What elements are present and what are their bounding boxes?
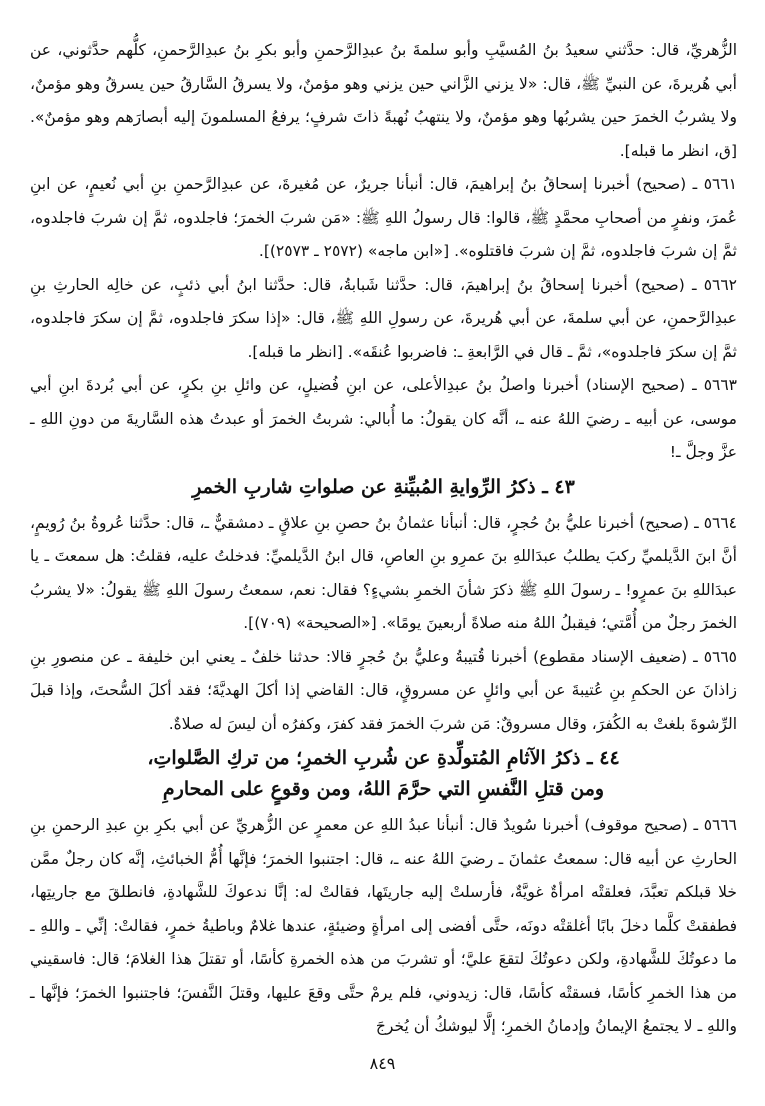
hadith-paragraph: الزُّهريِّ، قال: حدَّثني سعيدُ بنُ المُسيَّبِ وأبو سلمةَ بنُ عبدِالرَّحمنِ وأبو بكرِ بنُ عبدِالرَّحمنِ، كلُّهم حدَّثوني، عن أبي هُريرةَ، عن النبيِّ ﷺ، قال: «لا يزني الزَّاني حين يزني وهو مؤمنٌ، ولا يسرقُ السَّارقُ حين يسرقُ وهو مؤمنٌ، ولا يشربُ الخمرَ حين يشربُها وهو مؤمنٌ، ولا ينتهبُ نُهبةً ذاتَ شرفٍ؛ يرفعُ المسلمونَ إليه أبصارَهم وهو مؤمنٌ». [ق، انظر ما قبله]. — [30, 41, 737, 160]
hadith-paragraph: ٥٦٦٦ ـ (صحيح موقوف) أخبرنا سُويدٌ قال: أنبأنا عبدُ اللهِ عن معمرٍ عن الزُّهريِّ عن أبي بكرِ بنِ عبدِ الرحمنِ بنِ الحارثِ عن أبيه قال: سمعتُ عثمانَ ـ رضيَ اللهُ عنه ـ، قال: اجتنبوا الخمرَ؛ فإنَّها أُمُّ الخبائثِ، إنَّه كان رجلٌ ممَّن خلا قبلكم تعبَّدَ، فعلقتْه امرأةٌ غويَّةٌ، فأرسلتْ إليه جاريتَها، فقالتْ له: إنَّا ندعوكَ للشَّهادةِ، فانطلقَ مع جاريتِها، فطفقتْ كلَّما دخلَ بابًا أغلقتْه دونَه، حتَّى أفضى إلى امرأةٍ وضيئةٍ، عندها غلامٌ وباطيةُ خمرٍ، فقالتْ: إنِّي ـ واللهِ ـ ما دعوتُكَ للشَّهادةِ، ولكن دعوتُكَ لتقعَ عليَّ؛ أو تشربَ من هذه الخمرةِ كأسًا، أو تقتلَ هذا الغلامَ؛ قال: فاسقيني من هذا الخمرِ كأسًا، فسقتْه كأسًا، قال: زيدوني، فلم يرمْ حتَّى وقعَ عليها، وقتلَ النَّفسَ؛ فاجتنبوا الخمرَ؛ فإنَّها ـ واللهِ ـ لا يجتمعُ الإيمانُ وإدمانُ الخمرِ؛ إلَّا ليوشكُ أن يُخرجَ — [30, 816, 737, 1035]
page-number: ٨٤٩ — [369, 1054, 396, 1073]
hadith-paragraph: ٥٦٦٥ ـ (ضعيف الإسناد مقطوع) أخبرنا قُتيبةُ وعليُّ بنُ حُجرٍ قالا: حدثنا خلفٌ ـ يعني ابن خليفة ـ عن منصورِ بنِ زاذانَ عن الحكمِ بنِ عُتيبةَ عن أبي وائلٍ عن مسروقٍ، قال: القاضي إذا أكلَ الهديَّةَ؛ فقد أكلَ السُّحتَ، وإذا قبلَ الرِّشوةَ بلغتْ به الكُفرَ، وقال مسروقٌ: مَن شربَ الخمرَ فقد كفرَ، وكفرُه أن ليسَ له صلاةٌ. — [30, 647, 737, 733]
hadith-paragraph: ٥٦٦٣ ـ (صحيح الإسناد) أخبرنا واصلُ بنُ عبدِالأعلى، عن ابنِ فُضيلٍ، عن وائلِ بنِ بكرٍ، عن أبي بُردةَ ابنِ أبي موسى، عن أبيه ـ رضيَ اللهُ عنه ـ، أنَّه كان يقولُ: ما أُبالي: شربتُ الخمرَ أو عبدتُ هذه السَّاريةَ من دونِ اللهِ ـ عزَّ وجلَّ ـ! — [30, 376, 737, 461]
chapter-heading — [30, 743, 737, 805]
page-body — [30, 34, 737, 1046]
hadith-paragraph: ٥٦٦٤ ـ (صحيح) أخبرنا عليُّ بنُ حُجرٍ، قال: أنبأنا عثمانُ بنُ حصنِ بنِ علاقٍ ـ دمشقيٌّ ـ، قال: حدَّثنا عُروةُ بنُ رُويمٍ، أنَّ ابنَ الدَّيلميِّ ركبَ يطلبُ عبدَاللهِ بنَ عمرِو بنِ العاصِ، قال ابنُ الدَّيلميِّ: فدخلتُ عليه، فقلتُ: هل سمعتَ ـ يا عبدَاللهِ بنَ عمرٍو! ـ رسولَ اللهِ ﷺ ذكرَ شأنَ الخمرِ بشيءٍ؟ فقال: نعم، سمعتُ رسولَ اللهِ ﷺ يقولُ: «لا يشربُ الخمرَ رجلٌ من أُمَّتي؛ فيقبلُ اللهُ منه صلاةً أربعينَ يومًا». [«الصحيحة» (٧٠٩)]. — [30, 513, 737, 632]
chapter-heading-line: ٤٤ ـ ذكرُ الآثامِ المُتولِّدةِ عن شُربِ الخمرِ؛ من تركِ الصَّلواتِ، — [147, 747, 620, 769]
chapter-heading — [30, 472, 737, 503]
hadith-paragraph: ٥٦٦٢ ـ (صحيح) أخبرنا إسحاقُ بنُ إبراهيمَ، قال: حدَّثنا شَبابةُ، قال: حدَّثنا ابنُ أبي ذئبٍ، عن خالِه الحارثِ بنِ عبدِالرَّحمنِ، عن أبي سلمةَ، عن أبي هُريرةَ، عن رسولِ اللهِ ﷺ، قال: «إذا سكرَ فاجلدوه، ثمَّ إن سكرَ فاجلدوه، ثمَّ إن سكرَ فاجلدوه»، ثمَّ ـ قال في الرَّابعةِ ـ: فاضربوا عُنقَه». [انظر ما قبله]. — [30, 275, 737, 361]
chapter-heading-line: ومن قتلِ النَّفسِ التي حرَّمَ اللهُ، ومن وقوعٍ على المحارمِ — [162, 778, 605, 800]
chapter-heading-line: ٤٣ ـ ذكرُ الرِّوايةِ المُبيِّنةِ عن صلواتِ شاربِ الخمرِ — [192, 475, 575, 498]
hadith-paragraph: ٥٦٦١ ـ (صحيح) أخبرنا إسحاقُ بنُ إبراهيمَ، قال: أنبأنا جريرٌ، عن مُغيرةَ، عن عبدِالرَّحمنِ بنِ أبي نُعيمٍ، عن ابنِ عُمرَ، ونفرٍ من أصحابِ محمَّدٍ ﷺ، قالوا: قال رسولُ اللهِ ﷺ: «مَن شربَ الخمرَ؛ فاجلدوه، ثمَّ إن شربَ فاجلدوه، ثمَّ إن شربَ فاجلدوه، ثمَّ إن شربَ فاقتلوه». [«ابن ماجه» (٢٥٧٢ ـ ٢٥٧٣)]. — [30, 175, 737, 260]
